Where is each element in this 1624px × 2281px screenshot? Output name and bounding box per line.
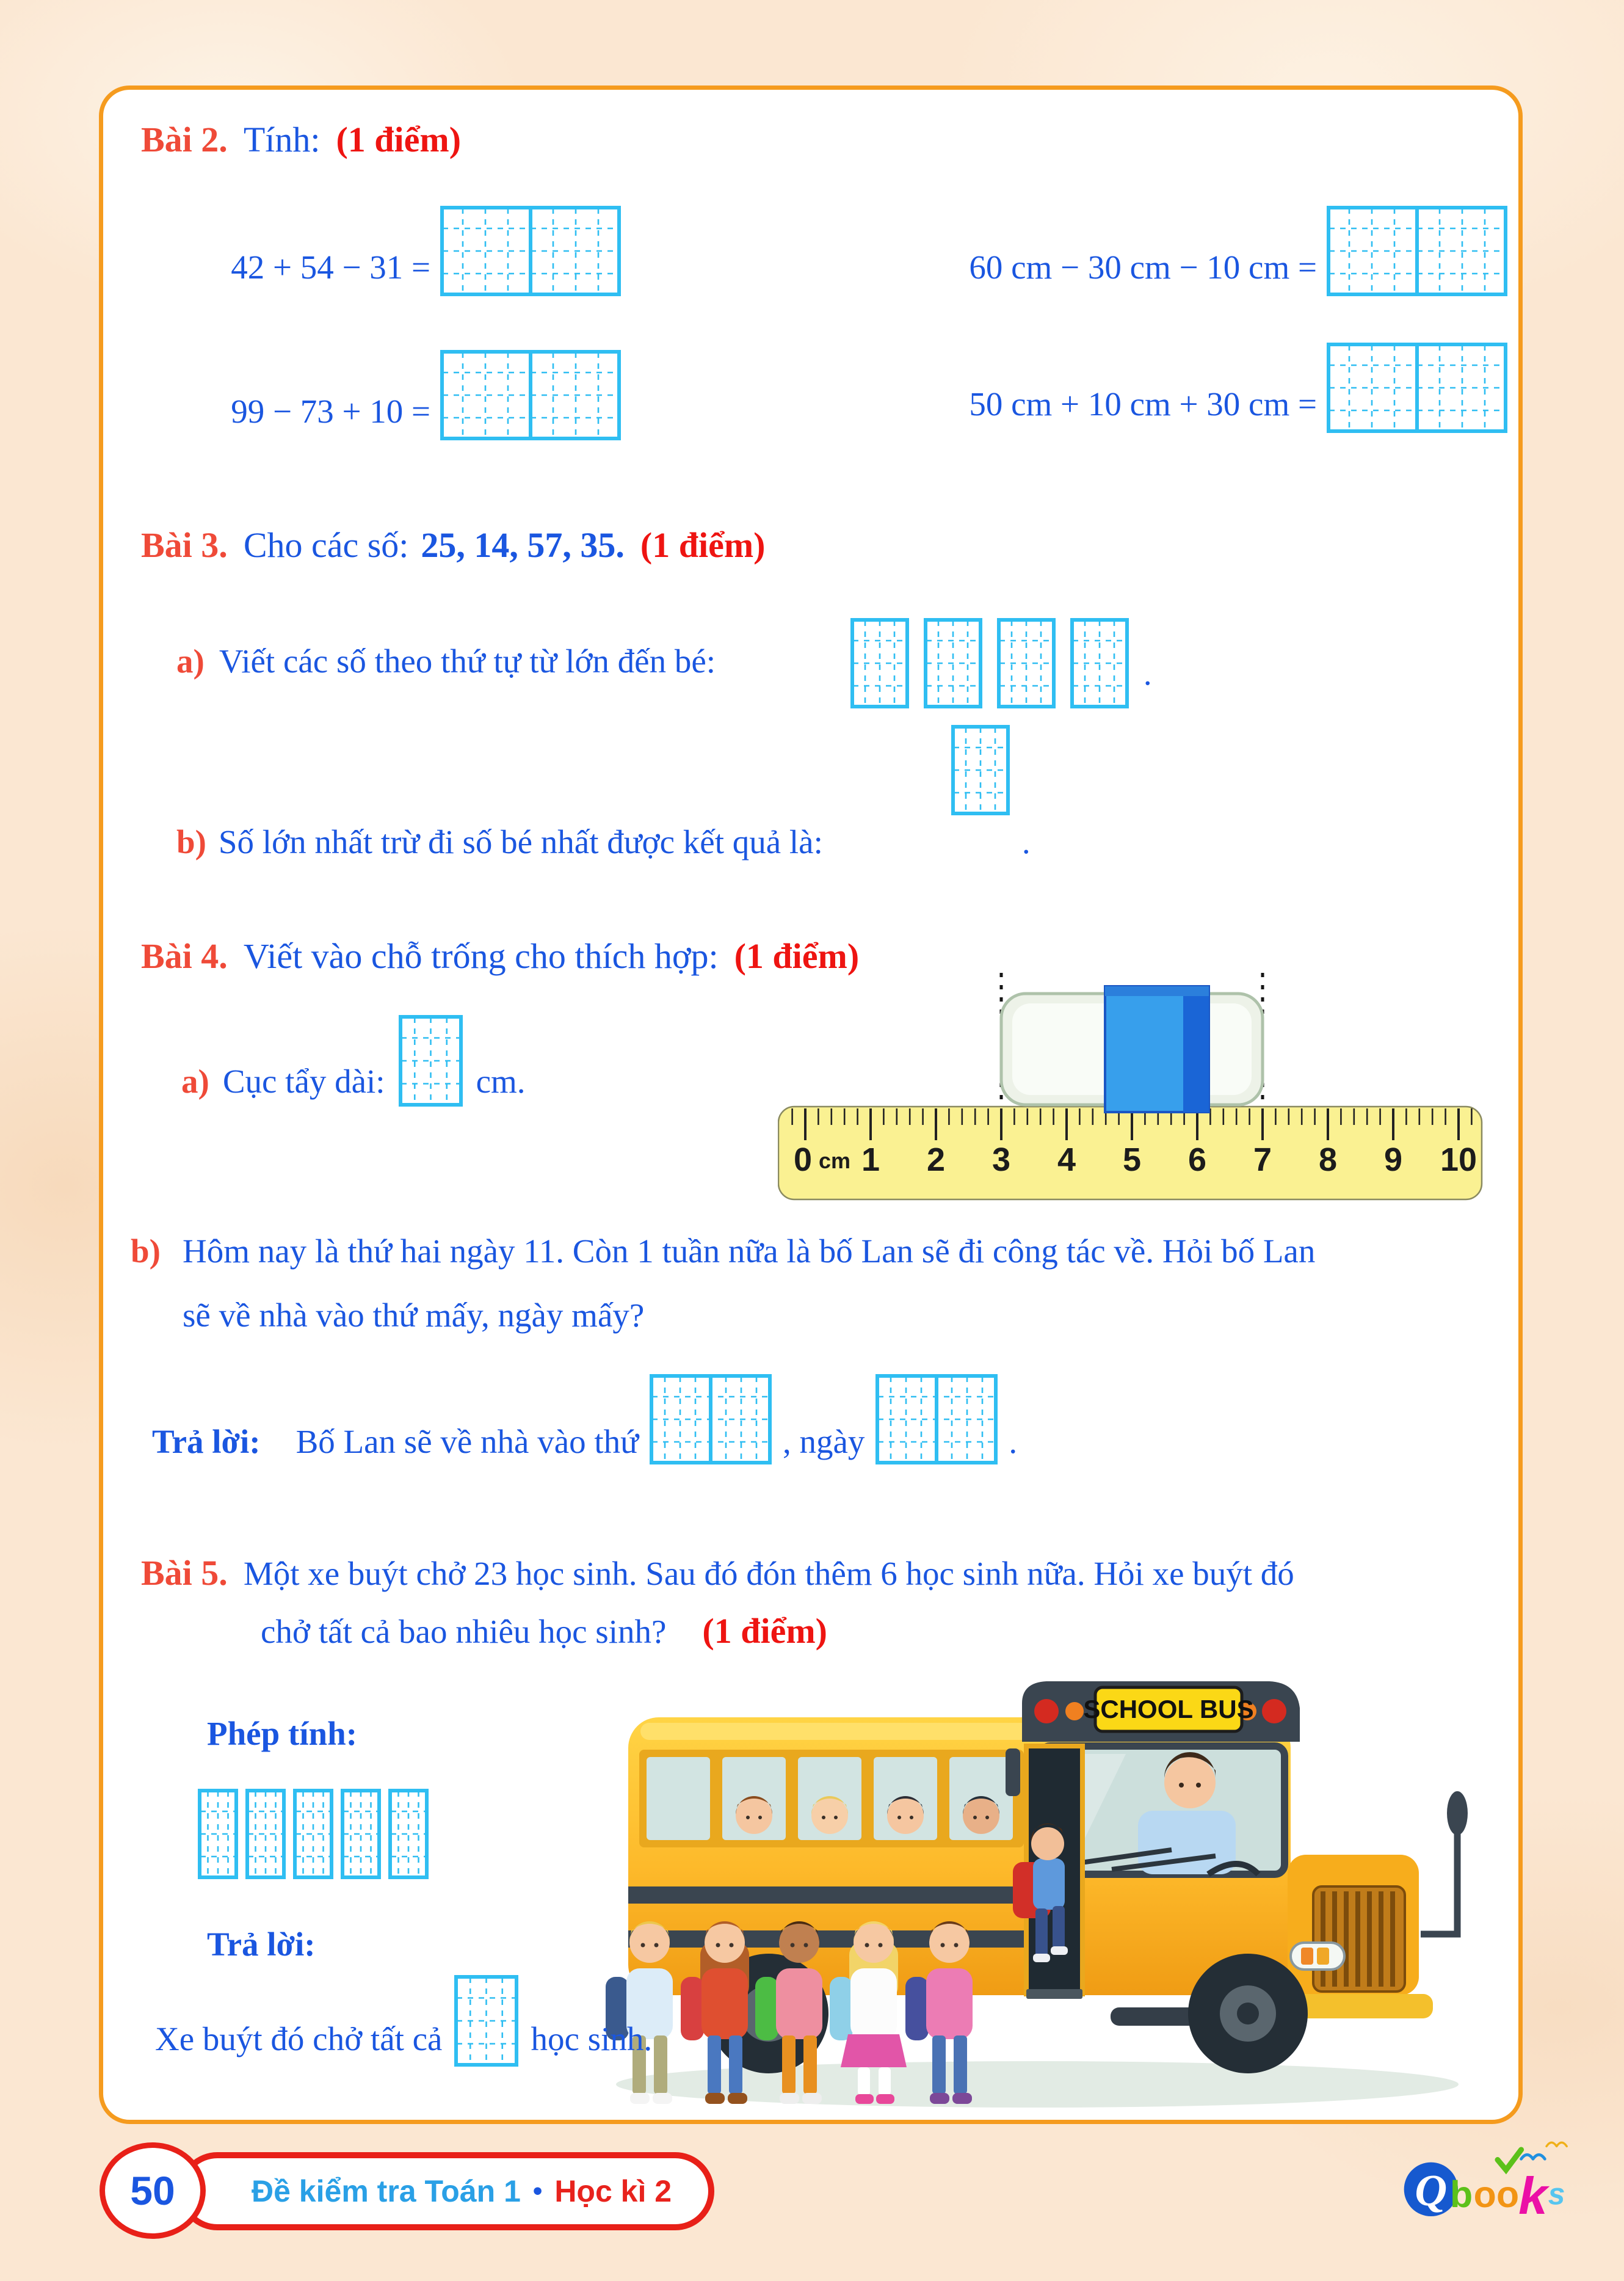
ruler-eraser-illustration [778,969,1513,1201]
exercise-3-numbers: 25, 14, 57, 35. [421,525,625,565]
svg-text:8: 8 [1318,1141,1338,1178]
exercise-3-title: Cho các số: [243,525,409,565]
svg-text:6: 6 [1187,1141,1207,1178]
worksheet-card [99,85,1523,2124]
bird-icon [1546,2142,1567,2146]
exercise-3-points: (1 điểm) [640,525,766,565]
svg-text:5: 5 [1122,1141,1142,1178]
answer-box[interactable] [399,1015,463,1107]
exercise-5-line2-row [261,1610,827,1651]
footer-semester: Học kì 2 [554,2174,672,2208]
exercise-4b-line1: Hôm nay là thứ hai ngày 11. Còn 1 tuần nữa là bố Lan sẽ đi công tác về. Hỏi bố Lan [183,1232,1316,1270]
school-bus-sign: SCHOOL BUS [1083,1695,1254,1723]
calculation-boxes-row [198,1789,429,1879]
sentence-period: . [1009,1423,1018,1460]
answer-box[interactable] [440,350,621,440]
problem-2-expression: 99 − 73 + 10 = [231,393,430,430]
exercise-3b-row [176,725,1031,861]
exercise-4a-unit: cm. [476,1063,526,1100]
exercise-2-label: Bài 2. [141,120,228,159]
svg-text:9: 9 [1383,1141,1403,1178]
svg-text:0: 0 [793,1141,813,1178]
exercise-4a-row [181,1015,526,1107]
answer-box[interactable] [198,1789,238,1879]
logo-letter: Q [1415,2166,1448,2216]
exercise-3-heading [141,525,765,566]
answer-label: Trả lời: [207,1926,316,1963]
sentence-period: . [1021,823,1031,860]
phep-tinh-label: Phép tính: [207,1715,358,1752]
exercise-3a-text: Viết các số theo thứ tự từ lớn đến bé: [219,642,716,680]
logo-letter: o [1496,2173,1520,2215]
exercise-3a-label: a) [176,642,205,680]
exercise-4-heading [141,936,859,977]
footer-bullet: • [532,2176,543,2206]
answer-box[interactable] [875,1374,998,1464]
exercise-4-label: Bài 4. [141,936,228,976]
exercise-4b-answer-row [152,1374,1017,1464]
svg-text:cm: cm [819,1148,851,1173]
exercise-4-points: (1 điểm) [734,936,860,976]
exercise-3a-row [176,618,1152,708]
answer-box[interactable] [1327,343,1507,433]
svg-text:7: 7 [1253,1141,1272,1178]
exercise-3-label: Bài 3. [141,525,228,565]
exercise-2-heading [141,119,461,160]
school-bus-illustration [585,1647,1513,2111]
exercise-2-title: Tính: [243,120,321,159]
exercise-4b-label: b) [131,1232,161,1270]
exercise-4a-label: a) [181,1063,209,1100]
answer-box[interactable] [293,1789,333,1879]
logo-letter: b [1450,2173,1473,2215]
answer-box[interactable] [245,1789,286,1879]
exercise-4-title: Viết vào chỗ trống cho thích hợp: [243,936,719,976]
exercise-5-heading [141,1552,1294,1593]
answer-box[interactable] [951,725,1010,815]
problem-row-2 [220,350,621,440]
svg-text:4: 4 [1057,1141,1076,1178]
page-number: 50 [130,2168,175,2213]
page-number-badge [100,2142,206,2239]
answer-box[interactable] [1070,618,1129,708]
answer-box[interactable] [388,1789,429,1879]
bird-icon [1521,2155,1545,2159]
footer-title-pill [178,2152,714,2230]
logo-letter: s [1548,2177,1565,2211]
footer-series-title: Đề kiểm tra Toán 1 [252,2174,521,2208]
answer-box[interactable] [650,1374,772,1464]
sentence-period: . [1143,655,1152,692]
answer-label: Trả lời: [152,1423,261,1460]
logo-letter: o [1473,2173,1496,2215]
svg-text:2: 2 [926,1141,946,1178]
answer-box[interactable] [341,1789,381,1879]
problem-row-1 [220,206,621,296]
problem-1-expression: 42 + 54 − 31 = [231,249,430,286]
logo-check [1498,2150,1521,2170]
answer-sentence-middle: , ngày [782,1423,865,1460]
answer-box[interactable] [440,206,621,296]
exercise-3b-label: b) [176,823,206,860]
svg-text:3: 3 [991,1141,1011,1178]
answer-box[interactable] [924,618,982,708]
problem-4-expression: 50 cm + 10 cm + 30 cm = [969,385,1317,423]
answer-sentence-end: học sinh. [531,2020,653,2057]
exercise-5-points: (1 điểm) [702,1611,827,1651]
exercise-5-label: Bài 5. [141,1553,228,1593]
answer-sentence-start: Bố Lan sẽ về nhà vào thứ [295,1423,639,1460]
problem-row-4 [946,343,1507,433]
problem-row-3 [946,206,1507,296]
exercise-3b-text: Số lớn nhất trừ đi số bé nhất được kết quả là: [218,823,823,860]
logo-letter: k [1518,2166,1548,2225]
exercise-5-answer-row [155,1975,652,2067]
answer-box[interactable] [850,618,909,708]
exercise-2-points: (1 điểm) [336,120,462,159]
answer-box[interactable] [997,618,1056,708]
svg-text:1: 1 [861,1141,880,1178]
exercise-4b-line2: sẽ về nhà vào thứ mấy, ngày mấy? [183,1297,645,1334]
side-windows [639,1750,1024,1847]
exercise-4a-text: Cục tẩy dài: [222,1063,385,1100]
exercise-5-line2: chở tất cả bao nhiêu học sinh? [261,1613,667,1650]
svg-text:10: 10 [1440,1141,1477,1178]
answer-box[interactable] [454,1975,518,2067]
answer-box[interactable] [1327,206,1507,296]
problem-3-expression: 60 cm − 30 cm − 10 cm = [969,249,1317,286]
answer-sentence-start: Xe buýt đó chở tất cả [155,2020,443,2057]
exercise-5-line1: Một xe buýt chở 23 học sinh. Sau đó đón thêm 6 học sinh nữa. Hỏi xe buýt đó [243,1555,1294,1592]
qbooks-logo [1398,2120,1575,2246]
